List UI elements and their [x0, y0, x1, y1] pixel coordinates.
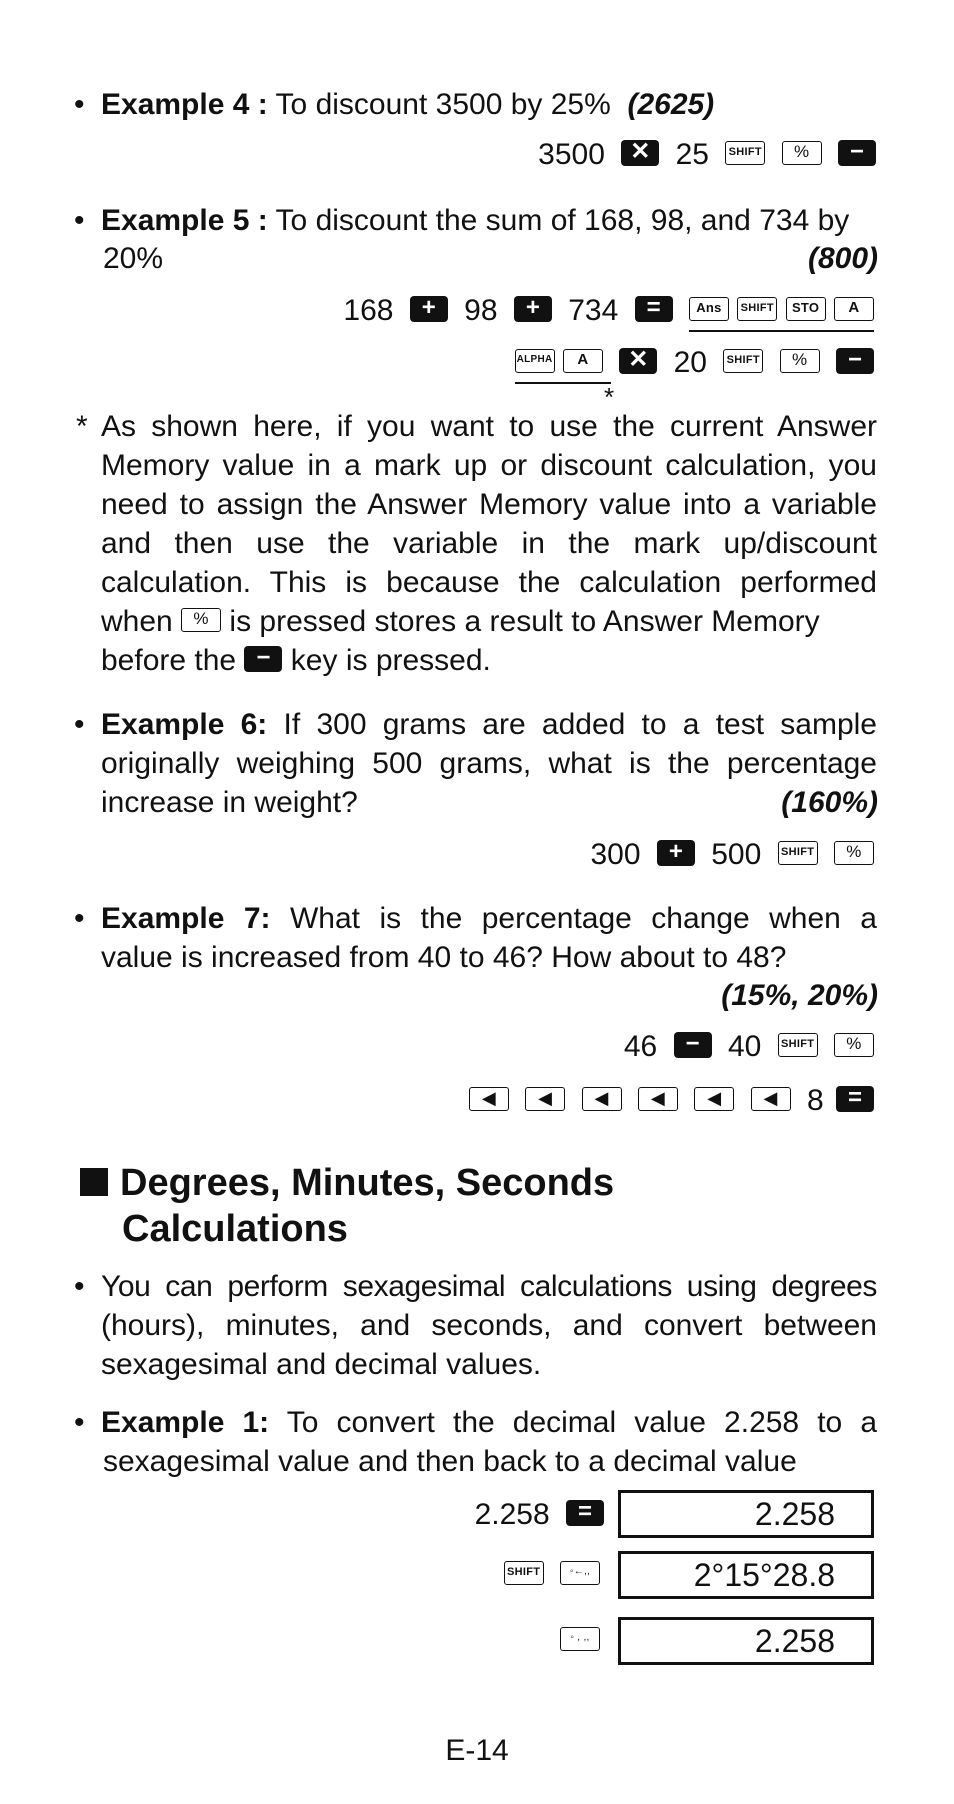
plus-key: +	[410, 296, 448, 322]
example-6-line-2: originally weighing 500 grams, what is the percentage	[101, 747, 877, 780]
section-heading	[80, 1160, 614, 1206]
plus-key: +	[657, 840, 695, 866]
example-text: If 300 grams are added to a test sample	[283, 708, 877, 741]
equals-key: =	[836, 1086, 874, 1112]
bullet: •	[74, 1270, 85, 1303]
number: 2.258	[474, 1498, 550, 1531]
percent-key: %	[181, 608, 221, 632]
note-star: *	[76, 410, 88, 443]
note-line: As shown here, if you want to use the current Answer	[101, 410, 877, 443]
example-text: What is the percentage change when a	[289, 902, 877, 935]
dms-example-1-line-1	[101, 1404, 877, 1442]
number: 8	[806, 1084, 824, 1117]
example-answer: (800)	[807, 242, 878, 275]
number: 3500	[538, 138, 605, 171]
number: 46	[623, 1030, 658, 1063]
example-label: Example 5 :	[101, 204, 268, 237]
example-7-line-2: value is increased from 40 to 46? How about to 48?	[101, 941, 787, 974]
example-5-line-2: 20%	[103, 242, 164, 275]
number: 168	[343, 294, 394, 327]
equals-key: =	[566, 1500, 604, 1526]
left-arrow-key: ◀	[582, 1087, 622, 1111]
dms-step-2-keys	[496, 1556, 600, 1594]
page-number: E-14	[445, 1734, 509, 1767]
minus-key: −	[838, 140, 876, 166]
bullet: •	[74, 88, 85, 121]
number: 734	[568, 294, 619, 327]
times-key: ✕	[621, 140, 659, 166]
intro-line: You can perform sexagesimal calculations using degrees	[101, 1270, 877, 1303]
intro-line: (hours), minutes, and seconds, and convert between	[101, 1309, 877, 1342]
ans-key: Ans	[689, 297, 729, 321]
shift-key: SHIFT	[723, 349, 763, 373]
alpha-key: ALPHA	[515, 349, 555, 373]
section-title-line-2: Calculations	[122, 1208, 348, 1250]
example-7-line-1	[101, 900, 877, 938]
shift-key: SHIFT	[504, 1561, 544, 1585]
shift-key: SHIFT	[778, 1033, 818, 1057]
dms-step-3-keys	[552, 1622, 600, 1660]
black-square-icon	[80, 1168, 108, 1196]
left-arrow-key: ◀	[751, 1087, 791, 1111]
example-6-keys	[583, 836, 875, 874]
sto-key: STO	[786, 297, 826, 321]
example-5-keys-row-1	[335, 292, 874, 330]
example-5-keys-row-2	[507, 344, 874, 382]
note-text: before the	[101, 644, 237, 677]
note-text: key is pressed.	[290, 644, 491, 677]
shift-key: SHIFT	[725, 141, 765, 165]
number: 300	[590, 838, 641, 871]
example-answer: (160%)	[781, 786, 878, 819]
dms-reverse-key: ◦←,,	[560, 1561, 600, 1585]
times-key: ✕	[619, 348, 657, 374]
shift-key: SHIFT	[778, 841, 818, 865]
note-line: calculation. This is because the calculation performed	[101, 566, 877, 599]
equals-key: =	[635, 296, 673, 322]
minus-key: −	[836, 348, 874, 374]
display-result-2: 2°15°28.8	[618, 1551, 874, 1599]
percent-key: %	[782, 141, 822, 165]
note-line: Memory value in a mark up or discount calculation, you	[101, 449, 877, 482]
example-6-line-3: increase in weight?	[101, 786, 358, 819]
number: 500	[711, 838, 762, 871]
left-arrow-key: ◀	[694, 1087, 734, 1111]
example-answer: (2625)	[627, 88, 715, 121]
example-6-line-1	[101, 706, 877, 744]
minus-key: −	[244, 646, 282, 672]
number: 40	[727, 1030, 762, 1063]
number: 25	[675, 138, 709, 171]
percent-key: %	[834, 841, 874, 865]
note-line	[101, 642, 491, 680]
bullet: •	[74, 204, 85, 237]
a-key: A	[563, 349, 603, 373]
example-label: Example 1:	[101, 1406, 270, 1439]
note-line: and then use the variable in the mark up/discount	[101, 527, 877, 560]
display-result-1: 2.258	[618, 1490, 874, 1538]
example-4-keys	[530, 136, 876, 174]
example-4-statement	[101, 86, 714, 124]
bullet: •	[74, 902, 85, 935]
example-label: Example 6:	[101, 708, 268, 741]
example-text: To convert the decimal value 2.258 to a	[286, 1406, 878, 1439]
display-result-3: 2.258	[618, 1617, 874, 1665]
intro-line: sexagesimal and decimal values.	[101, 1348, 542, 1381]
minus-key: −	[674, 1032, 712, 1058]
left-arrow-key: ◀	[525, 1087, 565, 1111]
recall-sequence	[515, 346, 612, 384]
example-answer: (15%, 20%)	[721, 979, 878, 1012]
a-key: A	[834, 297, 874, 321]
shift-key: SHIFT	[737, 297, 777, 321]
left-arrow-key: ◀	[469, 1087, 509, 1111]
footnote-marker: *	[604, 382, 615, 412]
dms-key: ◦ , ,,	[560, 1627, 600, 1651]
percent-key: %	[780, 349, 820, 373]
percent-key: %	[834, 1033, 874, 1057]
note-line: need to assign the Answer Memory value into a variable	[101, 488, 877, 521]
example-label: Example 4 :	[101, 88, 268, 121]
store-sequence	[689, 294, 874, 332]
number: 20	[673, 346, 707, 379]
example-text: To discount the sum of 168, 98, and 734 by	[275, 204, 850, 237]
note-text: is pressed stores a result to Answer Memory	[229, 605, 820, 638]
section-title-line-1: Degrees, Minutes, Seconds	[120, 1162, 615, 1204]
note-line	[101, 603, 877, 641]
example-7-keys-row-2	[461, 1082, 874, 1120]
bullet: •	[74, 1406, 85, 1439]
plus-key: +	[514, 296, 552, 322]
example-text: To discount 3500 by 25%	[275, 88, 611, 121]
example-5-line-1	[101, 202, 849, 240]
bullet: •	[74, 708, 85, 741]
dms-example-1-line-2: sexagesimal value and then back to a decimal value	[103, 1445, 797, 1478]
left-arrow-key: ◀	[638, 1087, 678, 1111]
number: 98	[464, 294, 498, 327]
note-text: when	[101, 605, 173, 638]
example-label: Example 7:	[101, 902, 271, 935]
dms-step-1-keys	[467, 1496, 604, 1534]
example-7-keys-row-1	[616, 1028, 874, 1066]
